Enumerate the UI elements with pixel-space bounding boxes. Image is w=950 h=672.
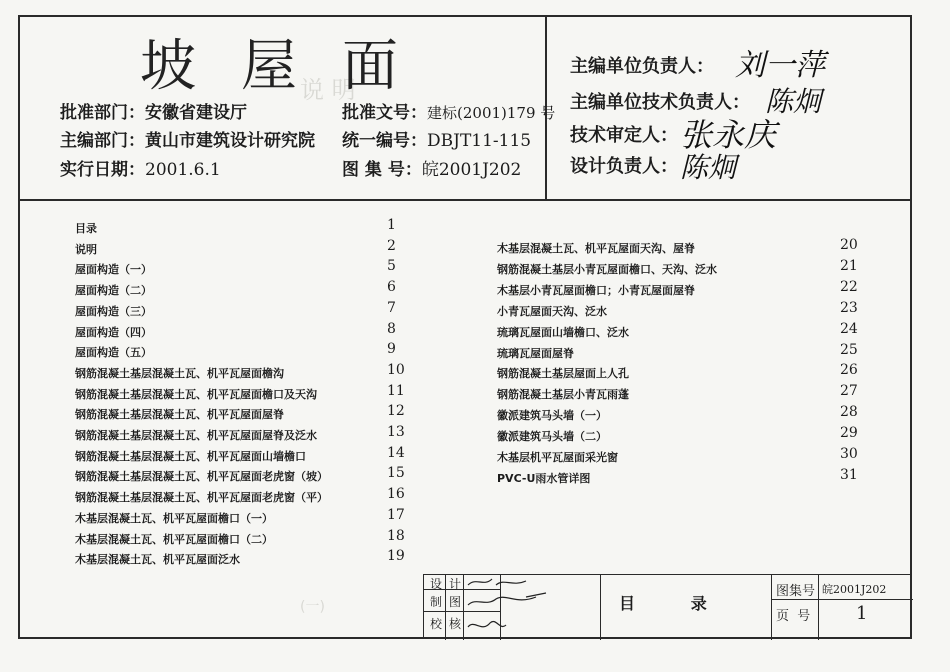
signature-tech-review: 张永庆	[680, 116, 777, 154]
toc-item-page: 14	[387, 444, 405, 461]
toc-item-page: 27	[840, 383, 858, 400]
toc-item-title: 钢筋混凝土基层屋面上人孔	[497, 367, 629, 381]
toc-item	[75, 382, 405, 402]
toc-item-title: 徽派建筑马头墙（二）	[497, 430, 607, 444]
toc-item-title: 屋面构造（三）	[75, 304, 152, 318]
bleed-through-text: 说 明	[300, 76, 356, 104]
toc-item-page: 7	[387, 299, 396, 316]
toc-item	[497, 320, 858, 340]
toc-item-title: 徽派建筑马头墙（一）	[497, 409, 607, 423]
toc-item-title: 屋面构造（一）	[75, 263, 152, 277]
toc-item-page: 18	[387, 527, 405, 544]
toc-item-page: 15	[387, 465, 405, 482]
toc-item-page: 9	[387, 341, 396, 358]
header-divider	[18, 199, 912, 201]
toc-item-page: 2	[387, 237, 396, 254]
draw-label-2: 图	[449, 595, 462, 609]
draw-label: 制	[430, 595, 443, 609]
toc-item-page: 17	[387, 506, 405, 523]
toc-item-page: 31	[840, 466, 858, 483]
toc-item	[497, 466, 858, 486]
toc-item-title: 小青瓦屋面天沟、泛水	[497, 304, 607, 318]
toc-item	[75, 548, 405, 567]
approval-dept: 批准部门：安徽省建设厅	[60, 103, 247, 123]
toc-item-page: 10	[387, 361, 405, 378]
toc-item-title: 木基层机平瓦屋面采光窗	[497, 451, 618, 464]
toc-item	[497, 404, 858, 423]
toc-item	[75, 403, 405, 422]
toc-item-title: 钢筋混凝土基层混凝土瓦、机平瓦屋面屋脊及泛水	[75, 429, 317, 442]
page-value: 1	[856, 603, 868, 624]
signature-design: 陈炯	[680, 151, 737, 184]
toc-item	[75, 217, 396, 236]
check-label-2: 核	[449, 617, 462, 631]
toc-item-title: 木基层混凝土瓦、机平瓦屋面天沟、屋脊	[497, 242, 695, 255]
effective-date: 实行日期：2001.6.1	[60, 160, 221, 180]
toc-item	[75, 506, 405, 526]
toc-item	[75, 361, 405, 381]
toc-item-page: 29	[840, 425, 858, 442]
design-responsible: 设计负责人：	[570, 156, 678, 177]
toc-item-title: 钢筋混凝土基层混凝土瓦、机平瓦屋面檐口及天沟	[75, 387, 317, 401]
toc-item	[497, 341, 858, 361]
toc-item-page: 12	[387, 403, 405, 420]
toc-item-title: 木基层混凝土瓦、机平瓦屋面檐口（二）	[75, 532, 273, 546]
page-label: 页 号	[776, 609, 811, 624]
toc-item-page: 13	[387, 424, 405, 440]
toc-item-page: 22	[840, 278, 858, 295]
toc-item	[75, 424, 405, 443]
bleed-through-text: (一)	[300, 599, 325, 615]
toc-item	[75, 527, 405, 547]
toc-item-title: 钢筋混凝土基层混凝土瓦、机平瓦屋面老虎窗（平）	[75, 491, 328, 505]
toc-item-title: 屋面构造（五）	[75, 346, 152, 360]
toc-item-title: 琉璃瓦屋面屋脊	[497, 346, 574, 360]
toc-item-title: 屋面构造（四）	[75, 325, 152, 339]
toc-item-title: 木基层混凝土瓦、机平瓦屋面檐口（一）	[75, 511, 273, 525]
toc-item-page: 23	[840, 299, 858, 316]
toc-item-page: 8	[387, 320, 396, 337]
toc-item-title: 钢筋混凝土基层混凝土瓦、机平瓦屋面老虎窗（坡）	[75, 470, 328, 484]
toc-item	[75, 299, 396, 319]
title-char: 面	[342, 34, 400, 99]
toc-item	[75, 444, 405, 464]
title-char: 屋	[241, 34, 299, 99]
toc-item-page: 19	[387, 548, 405, 565]
unified-no: 统一编号：DBJT11-115	[342, 131, 532, 151]
toc-item	[75, 279, 396, 298]
toc-item	[497, 362, 858, 381]
title-block-signatures	[466, 575, 596, 640]
toc-item-title: 钢筋混凝土基层混凝土瓦、机平瓦屋面山墙檐口	[75, 449, 306, 463]
toc-item-title: 木基层小青瓦屋面檐口；小青瓦屋面屋脊	[497, 283, 695, 297]
toc-item-page: 21	[840, 257, 858, 274]
chief-unit-responsible: 主编单位负责人：	[570, 56, 714, 77]
check-label: 校	[430, 617, 443, 631]
toc-item	[75, 465, 405, 484]
toc-item	[497, 237, 858, 256]
toc-item-page: 5	[387, 258, 396, 275]
toc-item-page: 20	[840, 237, 858, 253]
toc-item	[75, 341, 396, 360]
toc-item	[75, 237, 396, 257]
toc-item	[75, 320, 396, 340]
toc-item-page: 24	[840, 320, 858, 337]
editor-dept: 主编部门：黄山市建筑设计研究院	[60, 131, 315, 151]
atlas-label: 图集号	[776, 584, 816, 599]
design-label: 设	[430, 577, 443, 591]
toc-item-title: 目录	[75, 222, 97, 235]
sheet-title: 目 录	[619, 594, 707, 613]
toc-item	[497, 278, 858, 298]
title-block	[423, 574, 912, 639]
toc-item-title: 钢筋混凝土基层小青瓦雨蓬	[497, 388, 629, 402]
toc-item-title: 钢筋混凝土基层混凝土瓦、机平瓦屋面檐沟	[75, 366, 284, 380]
toc-item-page: 25	[840, 341, 858, 358]
toc-item-title: 琉璃瓦屋面山墙檐口、泛水	[497, 325, 629, 339]
atlas-no: 图 集 号：皖2001J202	[342, 160, 522, 180]
toc-item-title: 木基层混凝土瓦、机平瓦屋面泛水	[75, 553, 240, 567]
design-label-2: 计	[449, 577, 462, 591]
toc-item	[497, 383, 858, 402]
toc-item-title: PVC-U雨水管详图	[497, 471, 591, 485]
toc-item-page: 28	[840, 404, 858, 421]
chief-tech-responsible: 主编单位技术负责人：	[570, 92, 750, 113]
toc-item	[75, 258, 396, 277]
toc-item-page: 26	[840, 362, 858, 379]
toc-item-title: 钢筋混凝土基层混凝土瓦、机平瓦屋面屋脊	[75, 408, 284, 422]
tech-reviewer: 技术审定人：	[570, 125, 678, 146]
page-title	[140, 22, 400, 102]
toc-item-title: 钢筋混凝土基层小青瓦屋面檐口、天沟、泛水	[497, 262, 717, 276]
toc-item-page: 6	[387, 279, 396, 296]
toc-item-page: 11	[387, 382, 405, 399]
signature-chief-tech: 陈炯	[765, 85, 822, 118]
toc-item	[497, 446, 858, 465]
toc-item-page: 1	[387, 217, 396, 233]
signature-chief-unit: 刘一萍	[735, 48, 825, 83]
toc-item-page: 16	[387, 486, 405, 503]
toc-item	[497, 257, 858, 277]
title-char: 坡	[140, 34, 198, 99]
toc-item-title: 屋面构造（二）	[75, 284, 152, 298]
toc-item-title: 说明	[75, 242, 97, 256]
toc-item	[75, 486, 405, 505]
approval-doc: 批准文号：建标(2001)179 号	[342, 103, 556, 123]
toc-item	[497, 425, 858, 444]
toc-item	[497, 299, 858, 319]
toc-item-page: 30	[840, 446, 858, 462]
atlas-value: 皖2001J202	[822, 583, 887, 596]
